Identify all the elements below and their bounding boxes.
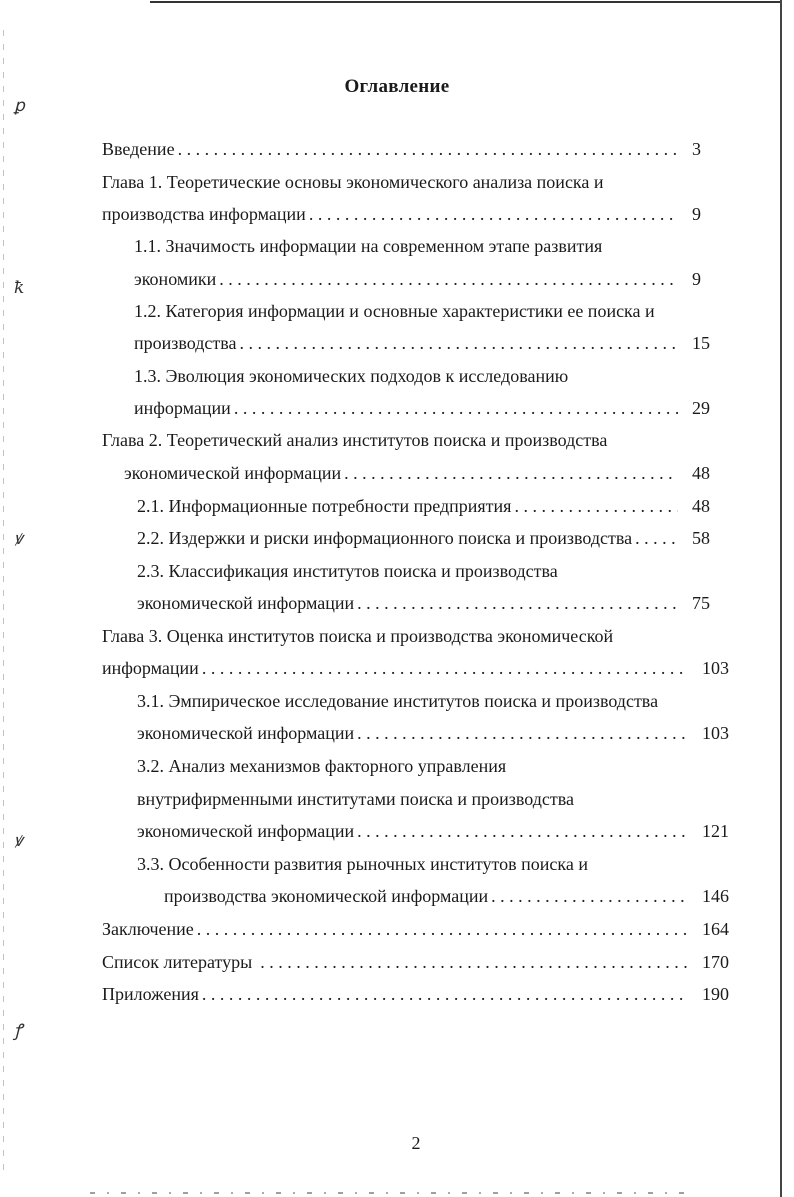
toc-entry-section-3-2-cont[interactable]: внутрифирменными институтами поиска и производства — [137, 789, 574, 809]
margin-handwriting-mark: ꝭ — [14, 1021, 23, 1041]
toc-entry-chapter-3-cont[interactable]: информации . . . 103 — [102, 656, 734, 680]
margin-handwriting-mark: ꝟ — [14, 831, 23, 851]
toc-entry-conclusion[interactable]: Заключение . . . 164 — [102, 917, 734, 941]
toc-page-number: 190 — [702, 984, 729, 1004]
toc-entry-section-1-2[interactable]: 1.2. Категория информации и основные характеристики ее поиска и — [134, 301, 655, 321]
toc-page-number: 103 — [702, 723, 729, 743]
toc-entry-appendices[interactable]: Приложения . . . 190 — [102, 982, 734, 1006]
toc-page-number: 9 — [692, 204, 701, 224]
toc-page-number: 9 — [692, 269, 701, 289]
toc-page-number: 48 — [692, 496, 710, 516]
toc-page-number: 48 — [692, 463, 710, 483]
margin-handwriting-mark: ꝟ — [14, 529, 23, 549]
toc-page-number: 58 — [692, 528, 710, 548]
toc-page-number: 164 — [702, 919, 729, 939]
toc-entry-intro[interactable]: Введение . . . 3 — [102, 137, 724, 161]
toc-entry-section-1-3-cont[interactable]: информации . . . 29 — [134, 396, 724, 420]
toc-entry-chapter-2-cont[interactable]: экономической информации . . . 48 — [124, 461, 724, 485]
toc-entry-section-3-2-cont[interactable]: экономической информации . . . 121 — [137, 819, 734, 843]
toc-entry-chapter-1[interactable]: Глава 1. Теоретические основы экономического анализа поиска и — [102, 172, 604, 192]
toc-entry-chapter-1-cont[interactable]: производства информации . . . 9 — [102, 202, 724, 226]
toc-entry-section-1-3[interactable]: 1.3. Эволюция экономических подходов к исследованию — [134, 366, 569, 386]
toc-entry-section-3-1-cont[interactable]: экономической информации . . . 103 — [137, 721, 734, 745]
page-title: Оглавление — [344, 76, 450, 97]
toc-entry-section-1-1-cont[interactable]: экономики . . . 9 — [134, 267, 724, 291]
toc-page-number: 170 — [702, 952, 729, 972]
toc-entry-section-2-3-cont[interactable]: экономической информации . . . 75 — [137, 591, 724, 615]
toc-page-number: 15 — [692, 333, 710, 353]
toc-entry-section-2-2[interactable]: 2.2. Издержки и риски информационного поиска и производства . . . 58 — [137, 526, 724, 550]
toc-entry-section-2-1[interactable]: 2.1. Информационные потребности предприятия . . . 48 — [137, 494, 724, 518]
toc-page-number: 75 — [692, 593, 710, 613]
toc-page-number: 103 — [702, 658, 729, 678]
toc-entry-chapter-3[interactable]: Глава 3. Оценка институтов поиска и производства экономической — [102, 626, 614, 646]
toc-entry-chapter-2[interactable]: Глава 2. Теоретический анализ институтов поиска и производства — [102, 430, 608, 450]
margin-handwriting-mark: ꝑ — [14, 96, 25, 116]
toc-entry-section-3-2[interactable]: 3.2. Анализ механизмов факторного управления — [137, 756, 507, 776]
toc-entry-references[interactable]: Список литературы . . . 170 — [102, 950, 734, 974]
toc-entry-section-2-3[interactable]: 2.3. Классификация институтов поиска и производства — [137, 561, 558, 581]
toc-entry-section-1-1[interactable]: 1.1. Значимость информации на современном этапе развития — [134, 236, 603, 256]
toc-entry-section-3-3[interactable]: 3.3. Особенности развития рыночных институтов поиска и — [137, 854, 589, 874]
margin-handwriting-mark: ꝁ — [14, 278, 25, 298]
toc-entry-section-3-1[interactable]: 3.1. Эмпирическое исследование институтов поиска и производства — [137, 691, 659, 711]
toc-page-number: 29 — [692, 398, 710, 418]
toc-page-number: 146 — [702, 886, 729, 906]
toc-page-number: 3 — [692, 139, 701, 159]
toc-entry-section-3-3-cont[interactable]: производства экономической информации . . . 146 — [164, 884, 734, 908]
page-number: 2 — [411, 1133, 421, 1153]
toc-entry-section-1-2-cont[interactable]: производства . . . 15 — [134, 331, 724, 355]
toc-page-number: 121 — [702, 821, 729, 841]
